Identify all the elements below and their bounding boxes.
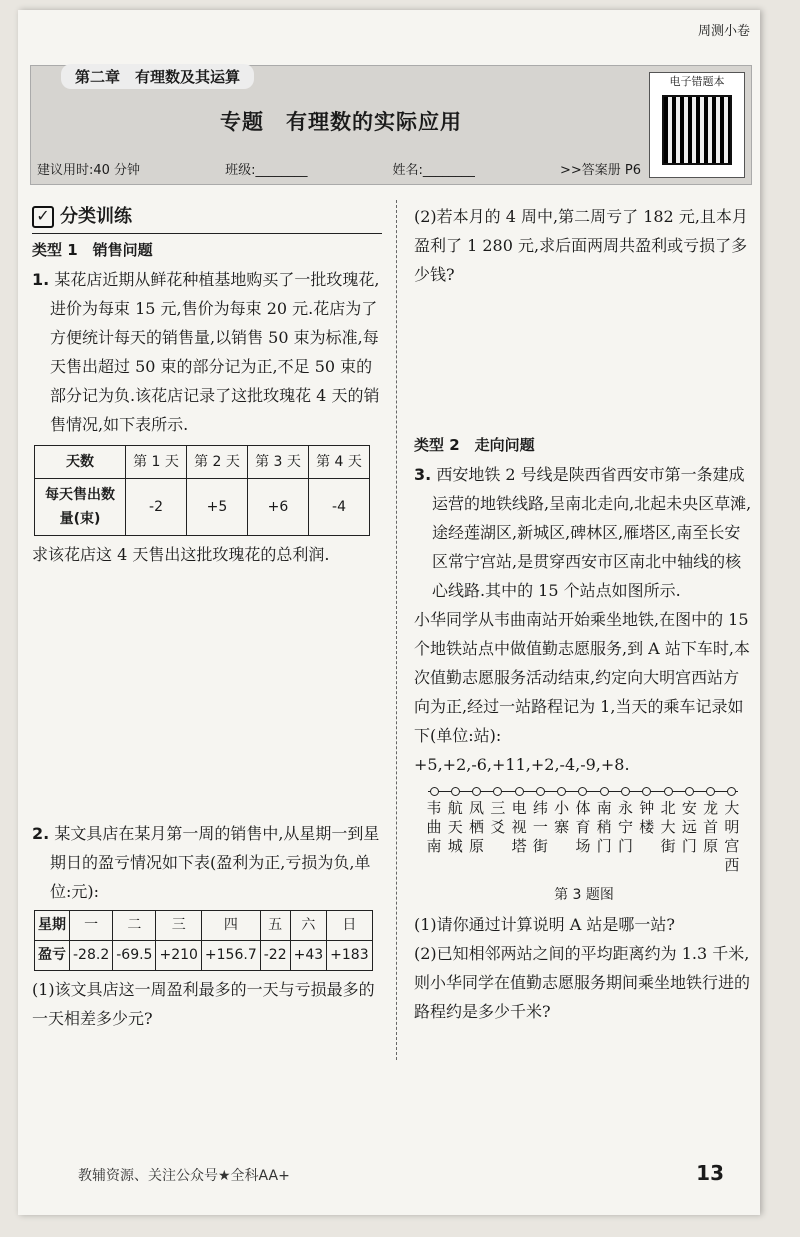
table-cell: 盈亏	[35, 941, 70, 971]
table-cell: -4	[309, 479, 370, 536]
table-cell: 第 4 天	[309, 446, 370, 479]
name-label: 姓名:________	[392, 163, 475, 178]
table-cell: 一	[70, 911, 113, 941]
metro-station: 体 育 场	[573, 799, 593, 875]
q2-body: 某文具店在某月第一周的销售中,从星期一到星期日的盈亏情况如下表(盈利为正,亏损为负,单位:元):	[50, 824, 380, 901]
table-cell: -2	[126, 479, 187, 536]
q1-question: 求该花店这 4 天售出这批玫瑰花的总利润.	[32, 545, 330, 564]
metro-station: 凤 栖 原	[467, 799, 487, 875]
q1-body: 某花店近期从鲜花种植基地购买了一批玫瑰花,进价为每束 15 元,售价为每束 20 元.花店为了方便统计每天的销售量,以销售 50 束为标准,每天售出超过 50 束的部分记为正,不足 50 束的部分记为负.该花店记录了这批玫瑰花 4 天的销售情况,如下表所示.	[50, 270, 380, 434]
metro-station: 纬 一 街	[530, 799, 550, 875]
table-cell: +183	[327, 941, 372, 971]
topic-title: 专题 有理数的实际应用	[220, 110, 462, 134]
table-cell: 四	[201, 911, 260, 941]
table-cell: 六	[290, 911, 327, 941]
q3-text	[414, 460, 754, 605]
qr-label: 电子错题本	[669, 75, 725, 88]
table-cell: +43	[290, 941, 327, 971]
table-cell: 每天售出数量(束)	[35, 479, 126, 536]
table-cell: -22	[260, 941, 290, 971]
q2-sub2: (2)若本月的 4 周中,第二周亏了 182 元,且本月盈利了 1 280 元,求后面两周共盈利或亏损了多少钱?	[414, 207, 748, 284]
table-cell: 第 1 天	[126, 446, 187, 479]
type2-heading: 类型 2 走向问题	[414, 436, 535, 454]
q3-record: +5,+2,-6,+11,+2,-4,-9,+8.	[414, 755, 630, 774]
q2-number: 2.	[32, 824, 50, 843]
worksheet-page	[18, 10, 760, 1215]
answer-space	[32, 569, 382, 819]
table-row	[35, 941, 373, 971]
page-number: 13	[696, 1161, 724, 1185]
table-cell: 第 2 天	[187, 446, 248, 479]
table-cell: 天数	[35, 446, 126, 479]
info-row	[37, 159, 641, 178]
metro-line-diagram	[424, 787, 742, 875]
table-cell: 二	[113, 911, 156, 941]
table-cell: +5	[187, 479, 248, 536]
type1-heading: 类型 1 销售问题	[32, 241, 153, 259]
footer-text: 教辅资源、关注公众号★全科AA+	[78, 1168, 290, 1184]
metro-station: 韦 曲 南	[424, 799, 444, 875]
class-label: 班级:________	[225, 163, 308, 178]
metro-station: 航 天 城	[445, 799, 465, 875]
section-title-text: 分类训练	[60, 206, 132, 227]
metro-station: 电 视 塔	[509, 799, 529, 875]
table-cell: 三	[156, 911, 201, 941]
metro-station: 北 大 街	[658, 799, 678, 875]
chapter-title: 第二章 有理数及其运算	[61, 64, 254, 89]
qr-code-icon	[662, 95, 732, 165]
table-cell: -28.2	[70, 941, 113, 971]
q2-text	[32, 819, 382, 906]
q2-table	[34, 910, 373, 971]
figure-caption: 第 3 题图	[554, 887, 614, 903]
table-cell: 日	[327, 911, 372, 941]
right-column	[414, 202, 754, 1026]
table-row	[35, 446, 370, 479]
metro-station: 安 远 门	[679, 799, 699, 875]
q1-text	[32, 265, 382, 439]
q1-table	[34, 445, 370, 536]
section-title	[32, 202, 382, 234]
column-divider	[396, 200, 397, 1060]
time-label: 建议用时:40 分钟	[37, 163, 141, 178]
checkbox-icon: ✓	[32, 206, 54, 228]
q3-body: 西安地铁 2 号线是陕西省西安市第一条建成运营的地铁线路,呈南北走向,北起未央区草滩,途经莲湖区,新城区,碑林区,雁塔区,南至长安区常宁宫站,是贯穿西安市区南北中轴线的核心线路.其中的 15 个站点如图所示.	[432, 465, 752, 600]
metro-station: 钟 楼	[637, 799, 657, 875]
answer-ref: >>答案册 P6	[559, 163, 641, 178]
table-cell: -69.5	[113, 941, 156, 971]
q3-text2: 小华同学从韦曲南站开始乘坐地铁,在图中的 15 个地铁站点中做值勤志愿服务,到 A 站下车时,本次值勤志愿服务活动结束,约定向大明宫西站方向为正,经过一站路程记为 1,当天的乘车记录如下(单位:站):	[414, 610, 750, 745]
q3-sub1: (1)请你通过计算说明 A 站是哪一站?	[414, 915, 675, 934]
q1-number: 1.	[32, 270, 50, 289]
q3-sub2: (2)已知相邻两站之间的平均距离约为 1.3 千米,则小华同学在值勤志愿服务期间乘坐地铁行进的路程约是多少千米?	[414, 944, 751, 1021]
answer-space	[414, 289, 754, 429]
qr-box	[649, 72, 745, 178]
metro-station: 大 明 宫 西	[722, 799, 742, 875]
metro-station: 永 宁 门	[616, 799, 636, 875]
metro-station: 龙 首 原	[701, 799, 721, 875]
header-banner	[30, 65, 752, 185]
left-column	[32, 202, 382, 1033]
table-row	[35, 479, 370, 536]
metro-station: 三 爻	[488, 799, 508, 875]
table-cell: +156.7	[201, 941, 260, 971]
table-cell: +210	[156, 941, 201, 971]
q2-sub1: (1)该文具店这一周盈利最多的一天与亏损最多的一天相差多少元?	[32, 980, 375, 1028]
table-cell: 第 3 天	[248, 446, 309, 479]
table-cell: 星期	[35, 911, 70, 941]
metro-station: 小 寨	[552, 799, 572, 875]
metro-station: 南 稍 门	[594, 799, 614, 875]
table-cell: 五	[260, 911, 290, 941]
corner-tag: 周测小卷	[697, 24, 750, 39]
q3-number: 3.	[414, 465, 432, 484]
table-row	[35, 911, 373, 941]
table-cell: +6	[248, 479, 309, 536]
